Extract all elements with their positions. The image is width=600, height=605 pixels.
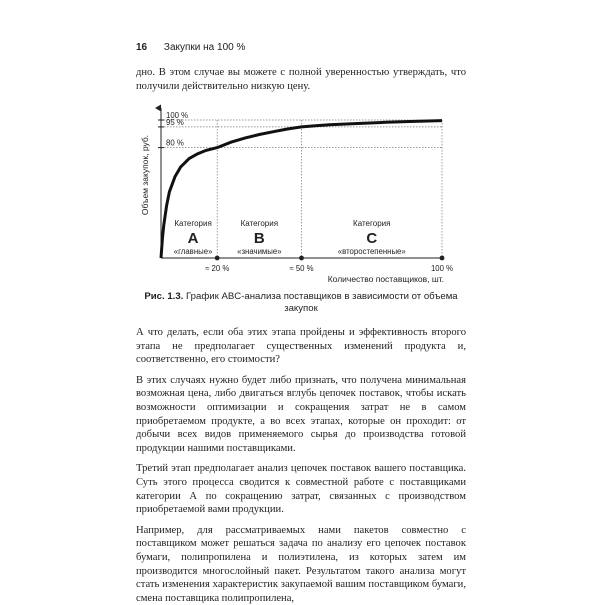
category-subtitle-B: «значимые» — [237, 247, 282, 256]
body-text — [136, 326, 466, 605]
y-ticks — [158, 111, 188, 148]
figure-caption — [136, 291, 466, 314]
x-tick-label-100: 100 % — [430, 264, 454, 273]
category-subtitle-A: «главные» — [173, 247, 213, 256]
top-paragraph — [136, 66, 466, 93]
page-header — [136, 42, 245, 53]
x-tick-label-50: ≈ 50 % — [289, 264, 314, 273]
x-tick-label-20: ≈ 20 % — [205, 264, 230, 273]
x-tick-dot-50 — [299, 256, 304, 261]
paragraph-3: Третий этап предполагает анализ цепочек поставок вашего поставщика. Суть этого процесса сводится к совместной работе с поставщиками категории А по сокращению затрат, связанных с производством приобретаемой вами продукции. — [136, 463, 466, 516]
y-tick-label-100: 100 % — [166, 111, 189, 120]
page-number: 16 — [136, 42, 148, 53]
paragraph-4: Например, для рассматриваемых нами пакетов совместно с поставщиком может решаться задача по анализу его цепочек поставок бумаги, полипропилена и полиэтилена, из которых затем им производится многослойный пакет. Результатом такого анализа могут стать изменения характеристик закупаемой вашим поставщиком бумаги, смена поставщика полипропилена, — [136, 524, 466, 604]
caption-text: График ABC-анализа поставщиков в зависимости от объема закупок — [186, 291, 458, 314]
caption-label: Рис. 1.3. — [144, 291, 184, 302]
category-labels — [174, 219, 407, 256]
abc-chart — [130, 104, 470, 290]
paragraph-2: В этих случаях нужно будет либо признать, что получена минимальная возможная цена, либо двигаться вглубь цепочек поставок, чтобы искать возможности оптимизации и сокращения затрат не в самом приобретаемом продукте, а во всех этапах, которые он проходит: от добычи всех видов применяемого сырья до производства готовой продукции нашими поставщиками. — [136, 374, 466, 454]
paragraph-1: А что делать, если оба этих этапа пройдены и эффективность второго этапа не предполагает существенных изменений продукта и, соответственно, его стоимости? — [136, 327, 466, 366]
x-tick-dot-100 — [440, 256, 445, 261]
reference-lines — [161, 117, 442, 258]
y-axis-label: Объем закупок, руб. — [140, 134, 150, 216]
category-letter-A: A — [187, 230, 199, 247]
y-tick-label-95: 95 % — [166, 117, 184, 127]
category-subtitle-C: «второстепенные» — [337, 247, 406, 256]
running-title: Закупки на 100 % — [163, 42, 246, 53]
category-title-A: Категория — [174, 219, 212, 228]
x-axis-label: Количество поставщиков, шт. — [327, 274, 444, 284]
y-tick-label-80: 80 % — [166, 138, 184, 148]
paragraph-intro: дно. В этом случае вы можете с полной уверенностью утверждать, что получили действительно низкую цену. — [136, 67, 466, 92]
category-title-C: Категория — [353, 219, 391, 228]
x-tick-dot-20 — [215, 256, 220, 261]
category-letter-B: B — [253, 230, 265, 247]
category-letter-C: C — [366, 230, 378, 247]
category-title-B: Категория — [240, 219, 279, 228]
